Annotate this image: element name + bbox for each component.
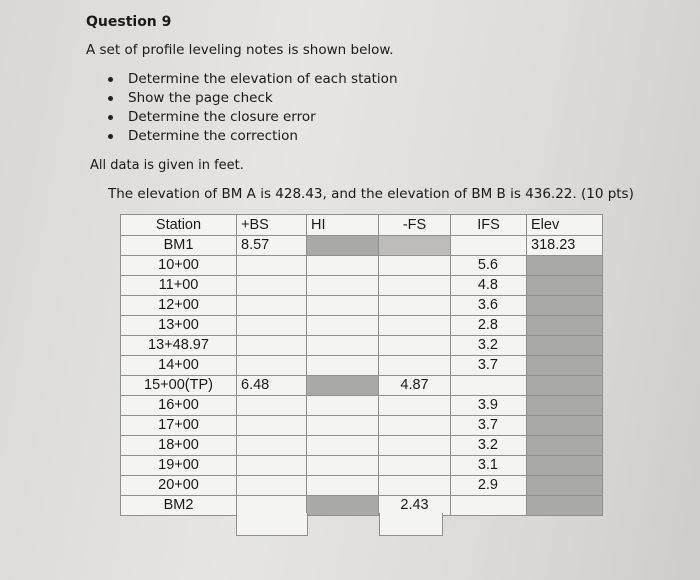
cell-elev [527, 376, 603, 396]
cell-station: 13+00 [121, 316, 237, 336]
table-row [121, 296, 603, 316]
cell-station: 12+00 [121, 296, 237, 316]
cell-fs [379, 356, 451, 376]
cell-station: 20+00 [121, 476, 237, 496]
table-row [121, 416, 603, 436]
cell-bs [237, 276, 307, 296]
cell-hi [307, 476, 379, 496]
cell-hi [307, 496, 379, 516]
cell-ifs [451, 496, 527, 516]
cell-elev [527, 316, 603, 336]
cell-hi [307, 416, 379, 436]
cell-ifs: 3.2 [451, 436, 527, 456]
benchmark-elevations: The elevation of BM A is 428.43, and the elevation of BM B is 436.22. (10 pts) [108, 186, 634, 202]
cell-station: 10+00 [121, 256, 237, 276]
cell-fs [379, 456, 451, 476]
cell-fs [379, 336, 451, 356]
units-note: All data is given in feet. [90, 158, 244, 173]
header-fs: -FS [379, 215, 451, 236]
cell-bs [237, 356, 307, 376]
cell-bs [237, 316, 307, 336]
cell-fs [379, 396, 451, 416]
cell-ifs [451, 236, 527, 256]
cell-hi [307, 456, 379, 476]
cell-fs [379, 436, 451, 456]
cell-bs [237, 336, 307, 356]
leveling-notes-table [120, 214, 603, 516]
cell-hi [307, 256, 379, 276]
table-row [121, 356, 603, 376]
fs-sum-box [379, 513, 443, 536]
table-row [121, 376, 603, 396]
cell-elev [527, 356, 603, 376]
cell-bs: 8.57 [237, 236, 307, 256]
cell-fs [379, 296, 451, 316]
table-row [121, 336, 603, 356]
cell-station: 16+00 [121, 396, 237, 416]
task-item: Determine the correction [108, 127, 398, 146]
table-row [121, 256, 603, 276]
cell-hi [307, 336, 379, 356]
cell-fs [379, 476, 451, 496]
table-row [121, 396, 603, 416]
cell-station: 17+00 [121, 416, 237, 436]
cell-station: BM2 [121, 496, 237, 516]
cell-hi [307, 356, 379, 376]
cell-ifs: 3.2 [451, 336, 527, 356]
cell-fs [379, 316, 451, 336]
cell-hi [307, 396, 379, 416]
cell-station: 15+00(TP) [121, 376, 237, 396]
cell-elev [527, 256, 603, 276]
cell-hi [307, 316, 379, 336]
cell-bs [237, 436, 307, 456]
cell-bs [237, 416, 307, 436]
cell-fs [379, 256, 451, 276]
cell-hi [307, 236, 379, 256]
cell-hi [307, 376, 379, 396]
cell-ifs: 3.7 [451, 416, 527, 436]
cell-elev [527, 396, 603, 416]
cell-fs [379, 276, 451, 296]
cell-station: 14+00 [121, 356, 237, 376]
cell-bs [237, 396, 307, 416]
cell-elev [527, 296, 603, 316]
question-intro: A set of profile leveling notes is shown below. [86, 42, 394, 58]
cell-fs: 4.87 [379, 376, 451, 396]
bs-sum-box [236, 513, 308, 536]
question-title: Question 9 [86, 14, 172, 30]
cell-station: 13+48.97 [121, 336, 237, 356]
task-list [108, 70, 398, 146]
cell-ifs: 3.6 [451, 296, 527, 316]
cell-ifs [451, 376, 527, 396]
table-row [121, 456, 603, 476]
cell-fs [379, 236, 451, 256]
cell-ifs: 2.8 [451, 316, 527, 336]
cell-ifs: 3.9 [451, 396, 527, 416]
cell-elev [527, 456, 603, 476]
table-row [121, 316, 603, 336]
cell-ifs: 5.6 [451, 256, 527, 276]
cell-elev: 318.23 [527, 236, 603, 256]
header-hi: HI [307, 215, 379, 236]
cell-station: 11+00 [121, 276, 237, 296]
header-bs: +BS [237, 215, 307, 236]
cell-elev [527, 276, 603, 296]
cell-ifs: 3.1 [451, 456, 527, 476]
cell-station: 19+00 [121, 456, 237, 476]
cell-fs: 2.43 [379, 496, 451, 516]
cell-hi [307, 296, 379, 316]
table-row [121, 496, 603, 516]
table-row [121, 236, 603, 256]
table-row [121, 476, 603, 496]
cell-bs [237, 256, 307, 276]
cell-bs: 6.48 [237, 376, 307, 396]
cell-hi [307, 436, 379, 456]
cell-hi [307, 276, 379, 296]
cell-station: BM1 [121, 236, 237, 256]
cell-ifs: 4.8 [451, 276, 527, 296]
header-ifs: IFS [451, 215, 527, 236]
cell-bs [237, 296, 307, 316]
task-item: Determine the closure error [108, 108, 398, 127]
cell-ifs: 2.9 [451, 476, 527, 496]
cell-elev [527, 436, 603, 456]
cell-elev [527, 496, 603, 516]
cell-elev [527, 476, 603, 496]
header-station: Station [121, 215, 237, 236]
cell-bs [237, 476, 307, 496]
header-elev: Elev [527, 215, 603, 236]
cell-ifs: 3.7 [451, 356, 527, 376]
cell-elev [527, 416, 603, 436]
cell-station: 18+00 [121, 436, 237, 456]
cell-bs [237, 456, 307, 476]
table-row [121, 436, 603, 456]
cell-elev [527, 336, 603, 356]
task-item: Show the page check [108, 89, 398, 108]
cell-fs [379, 416, 451, 436]
table-row [121, 276, 603, 296]
task-item: Determine the elevation of each station [108, 70, 398, 89]
table-header-row [121, 215, 603, 236]
